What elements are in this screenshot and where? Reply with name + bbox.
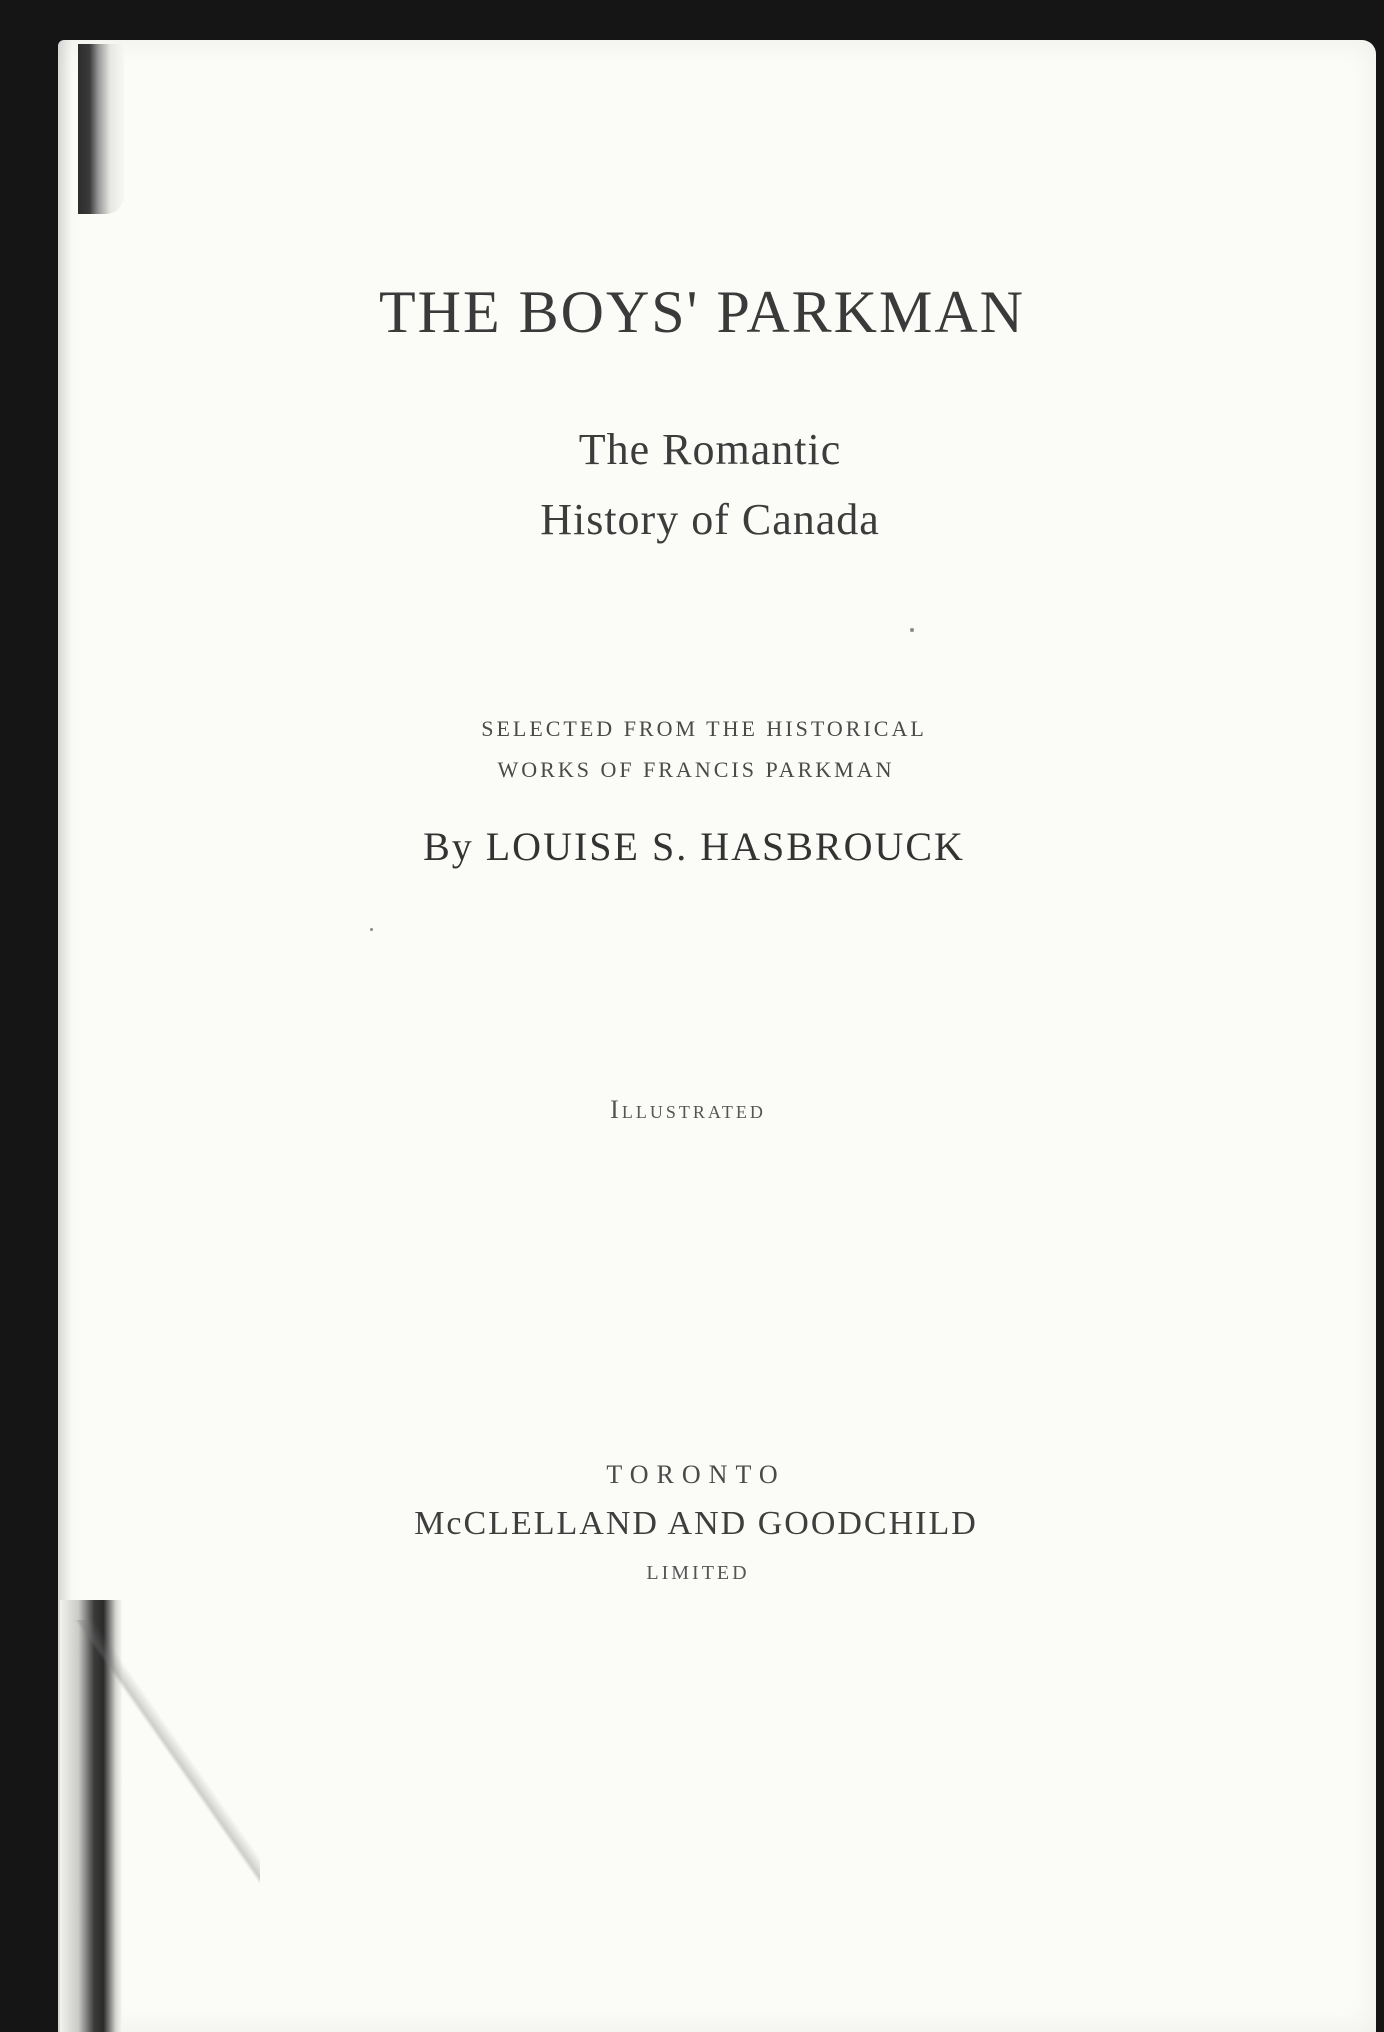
subtitle-line-2: History of Canada — [540, 495, 880, 544]
paper-speck — [370, 928, 373, 931]
book-title: THE BOYS' PARKMAN — [378, 279, 1026, 345]
paper-speck — [910, 628, 914, 632]
selection-note-line-1: SELECTED FROM THE HISTORICAL — [481, 716, 927, 741]
subtitle-line-1: The Romantic — [578, 425, 842, 474]
imprint-publisher: McCLELLAND AND GOODCHILD — [414, 1505, 978, 1542]
binding-edge-top — [78, 44, 124, 214]
imprint-limited: LIMITED — [646, 1562, 750, 1584]
author-line: By LOUISE S. HASBROUCK — [423, 824, 965, 869]
selection-note-line-2: WORKS OF FRANCIS PARKMAN — [497, 757, 895, 782]
illustrated-note: Illustrated — [610, 1095, 766, 1124]
imprint-city: TORONTO — [606, 1460, 786, 1489]
binding-fold — [60, 1620, 260, 2032]
